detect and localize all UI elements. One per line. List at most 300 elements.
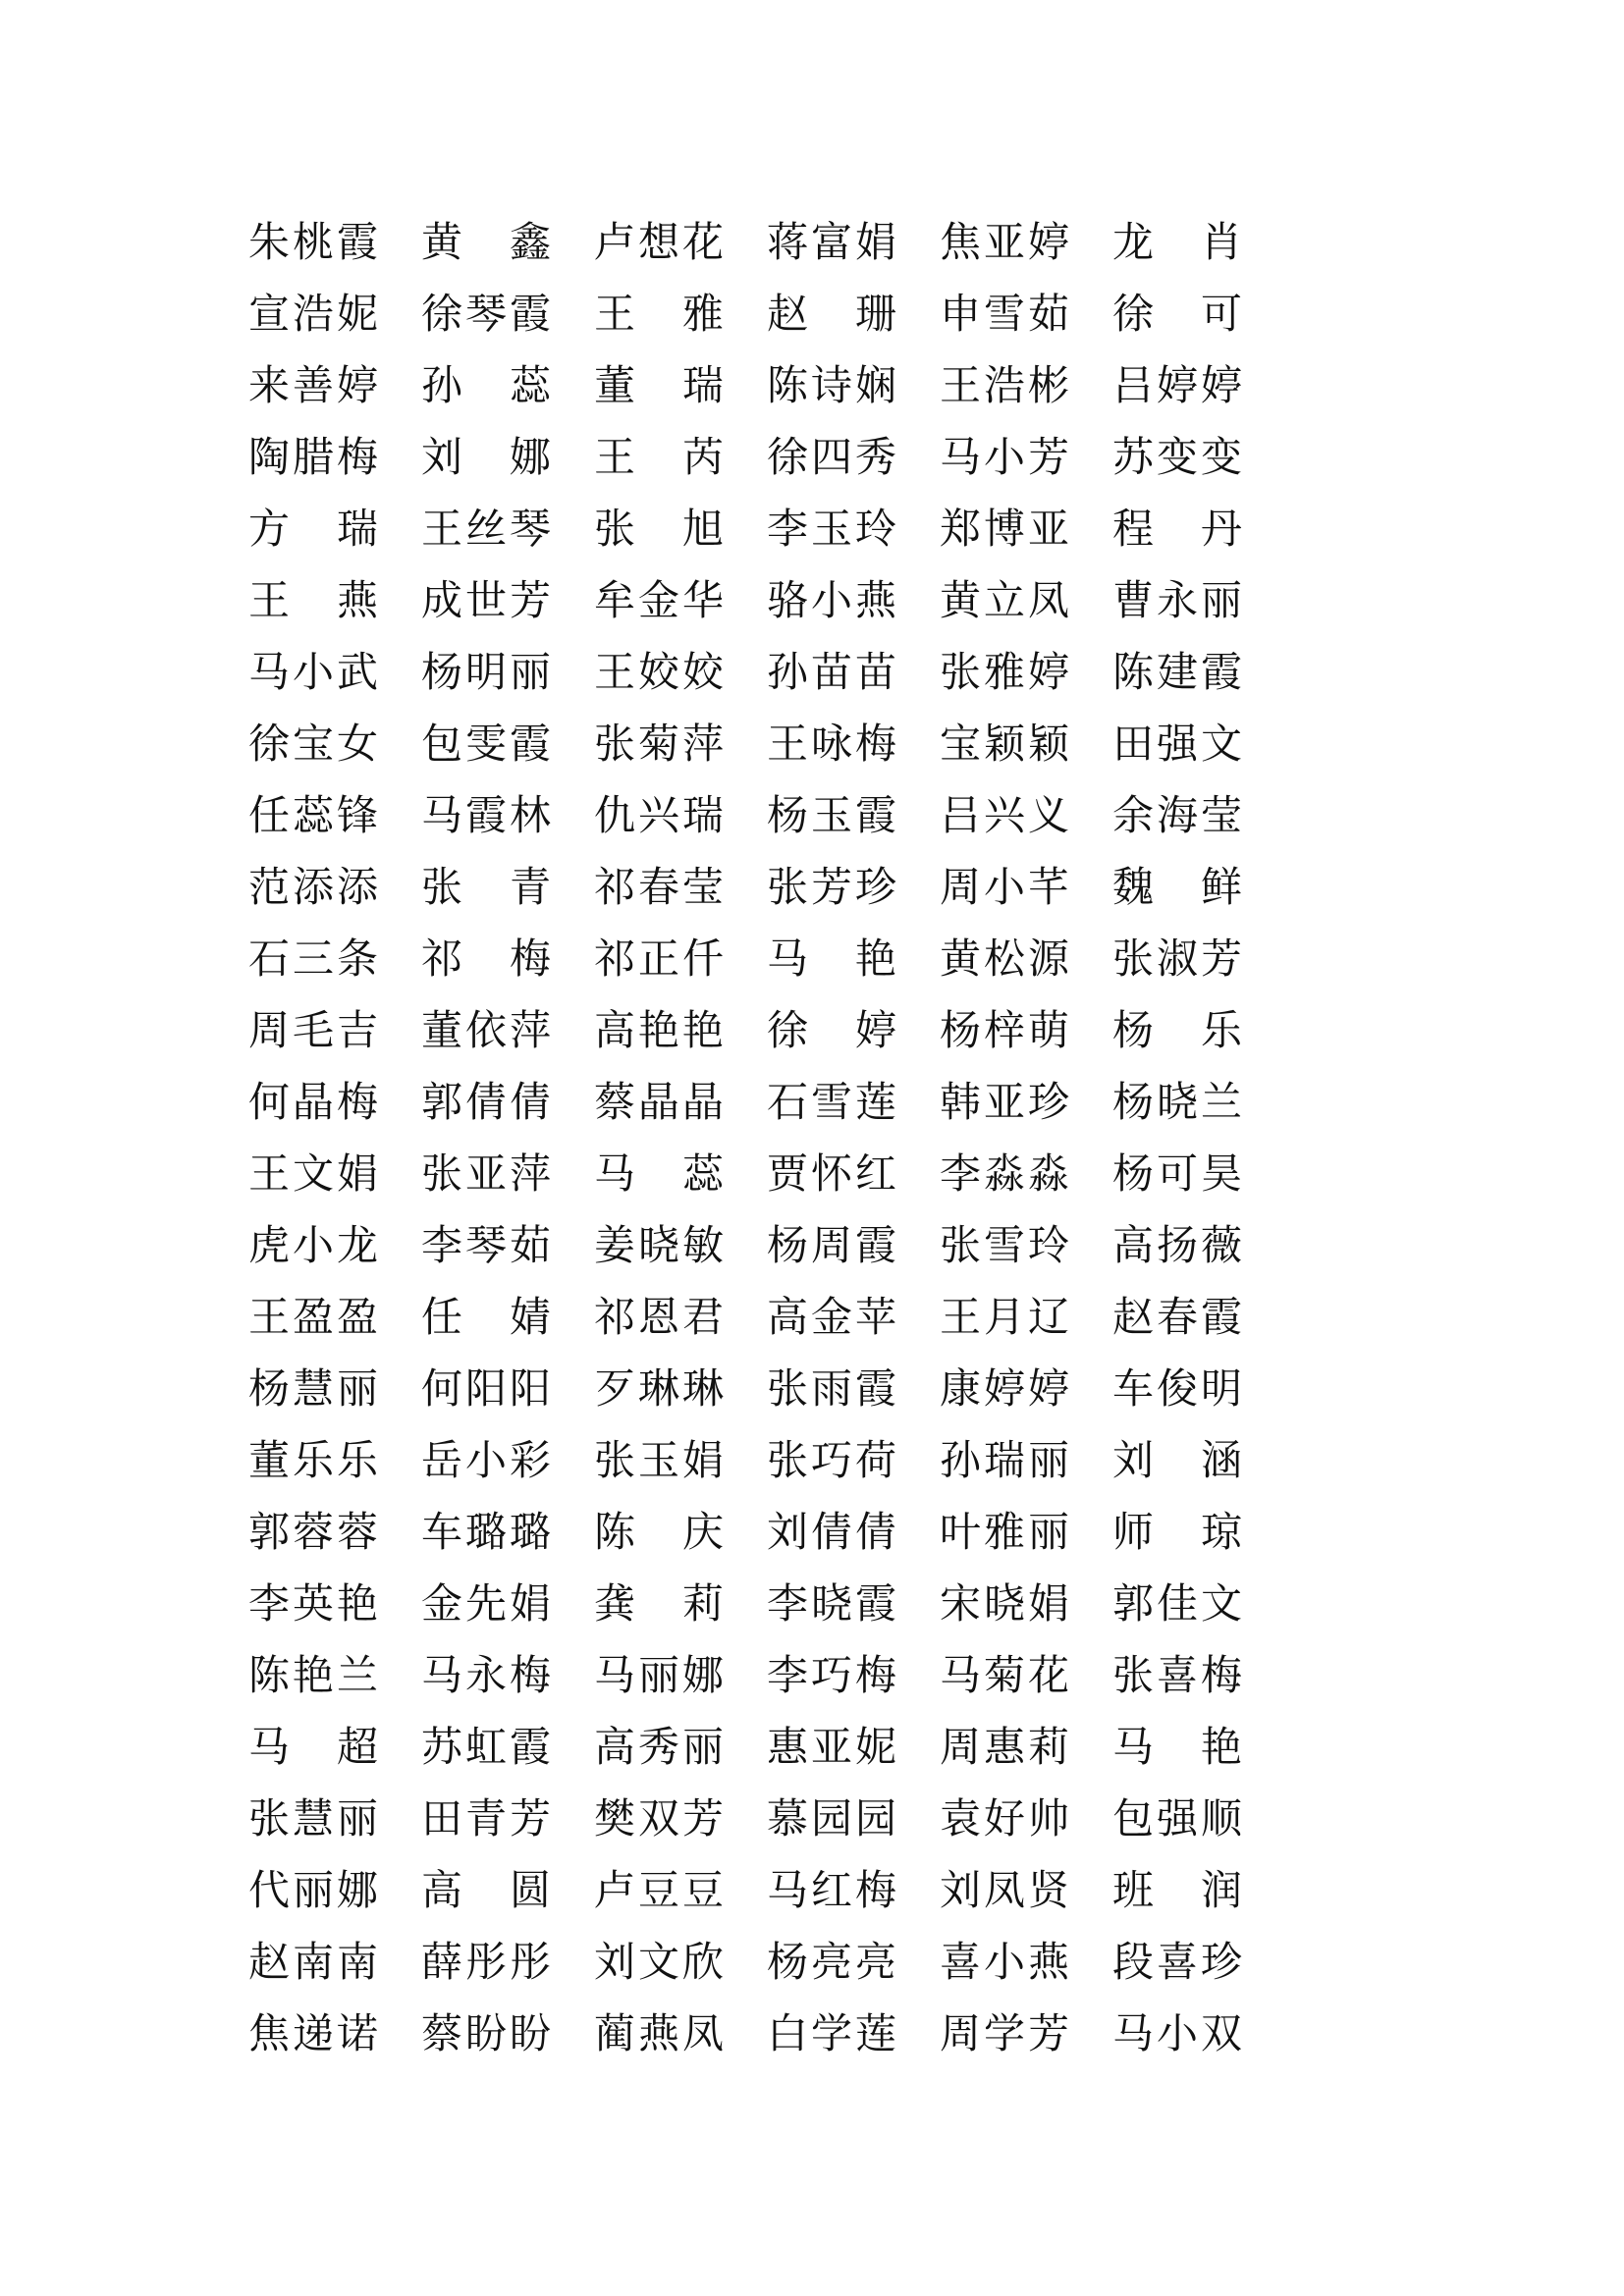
person-name: 余 海 莹 [1112, 790, 1242, 839]
person-name: 薛 彤 彤 [421, 1937, 551, 1986]
name-cell [940, 564, 1069, 636]
name-cell [421, 1209, 551, 1281]
name-cell [594, 1854, 724, 1926]
person-name: 成 世 芳 [421, 575, 551, 624]
name-cell [767, 1568, 896, 1639]
person-name: 王 月 辽 [940, 1292, 1069, 1341]
person-name: 刘 娜 [421, 432, 551, 481]
person-name: 包 雯 霞 [421, 719, 551, 768]
person-name: 张 喜 梅 [1112, 1650, 1242, 1699]
person-name: 周 毛 吉 [248, 1005, 378, 1054]
name-cell [940, 636, 1069, 708]
name-cell [594, 1281, 724, 1353]
name-cell [1112, 779, 1242, 851]
name-cell [940, 1496, 1069, 1568]
person-name: 祁 梅 [421, 934, 551, 983]
person-name: 卢 想 花 [594, 217, 724, 266]
name-cell [1112, 1639, 1242, 1711]
person-name: 岳 小 彩 [421, 1435, 551, 1484]
name-cell [248, 708, 378, 779]
person-name: 师 琼 [1112, 1507, 1242, 1556]
name-cell [421, 923, 551, 994]
name-cell [767, 851, 896, 923]
name-cell [248, 1138, 378, 1209]
person-name: 仇 兴 瑞 [594, 790, 724, 839]
person-name: 龙 肖 [1112, 217, 1242, 266]
name-cell [421, 1998, 551, 2069]
name-cell [940, 1854, 1069, 1926]
name-cell [940, 1424, 1069, 1496]
name-cell [248, 1854, 378, 1926]
name-cell [421, 1926, 551, 1998]
name-cell [940, 349, 1069, 421]
person-name: 车 俊 明 [1112, 1363, 1242, 1413]
person-name: 黄 松 源 [940, 934, 1069, 983]
person-name: 樊 双 芳 [594, 1793, 724, 1842]
name-cell [767, 1424, 896, 1496]
name-cell [767, 1639, 896, 1711]
name-cell [767, 994, 896, 1066]
name-cell [248, 1639, 378, 1711]
name-cell [940, 851, 1069, 923]
name-cell [1112, 1209, 1242, 1281]
name-cell [594, 923, 724, 994]
person-name: 苏 虹 霞 [421, 1722, 551, 1771]
person-name: 黄 鑫 [421, 217, 551, 266]
person-name: 陶 腊 梅 [248, 432, 378, 481]
person-name: 张 旭 [594, 504, 724, 553]
person-name: 郑 博 亚 [940, 504, 1069, 553]
person-name: 任 蕊 锋 [248, 790, 378, 839]
person-name: 卢 豆 豆 [594, 1865, 724, 1914]
person-name: 韩 亚 珍 [940, 1077, 1069, 1126]
name-cell [767, 278, 896, 349]
name-cell [1112, 1281, 1242, 1353]
person-name: 包 强 顺 [1112, 1793, 1242, 1842]
name-cell [421, 708, 551, 779]
name-cell [421, 1783, 551, 1854]
name-cell [594, 851, 724, 923]
person-name: 王 姣 姣 [594, 647, 724, 696]
person-name: 陈 诗 娴 [767, 360, 896, 409]
person-name: 代 丽 娜 [248, 1865, 378, 1914]
name-cell [594, 349, 724, 421]
name-cell [248, 1209, 378, 1281]
name-cell [767, 421, 896, 493]
name-cell [767, 1353, 896, 1424]
name-cell [421, 994, 551, 1066]
person-name: 杨 梓 萌 [940, 1005, 1069, 1054]
name-cell [1112, 851, 1242, 923]
name-cell [940, 1568, 1069, 1639]
name-cell [767, 779, 896, 851]
person-name: 杨 周 霞 [767, 1220, 896, 1269]
person-name: 杨 可 昊 [1112, 1148, 1242, 1198]
person-name: 张 亚 萍 [421, 1148, 551, 1198]
name-cell [248, 779, 378, 851]
person-name: 李 淼 淼 [940, 1148, 1069, 1198]
person-name: 张 慧 丽 [248, 1793, 378, 1842]
person-name: 田 青 芳 [421, 1793, 551, 1842]
name-cell [421, 1424, 551, 1496]
name-cell [248, 1066, 378, 1138]
name-cell [248, 1711, 378, 1783]
name-cell [940, 923, 1069, 994]
name-cell [248, 1926, 378, 1998]
person-name: 高 金 苹 [767, 1292, 896, 1341]
person-name: 张 巧 荷 [767, 1435, 896, 1484]
person-name: 李 玉 玲 [767, 504, 896, 553]
person-name: 马 超 [248, 1722, 378, 1771]
name-cell [940, 1711, 1069, 1783]
person-name: 刘 凤 贤 [940, 1865, 1069, 1914]
person-name: 黄 立 凤 [940, 575, 1069, 624]
name-cell [248, 1281, 378, 1353]
person-name: 金 先 娟 [421, 1578, 551, 1628]
name-cell [940, 278, 1069, 349]
person-name: 高 秀 丽 [594, 1722, 724, 1771]
person-name: 车 璐 璐 [421, 1507, 551, 1556]
name-cell [1112, 1998, 1242, 2069]
name-cell [767, 206, 896, 278]
name-cell [594, 994, 724, 1066]
name-cell [594, 1926, 724, 1998]
person-name: 姜 晓 敏 [594, 1220, 724, 1269]
name-cell [594, 1998, 724, 2069]
person-name: 陈 庆 [594, 1507, 724, 1556]
name-cell [767, 1209, 896, 1281]
name-cell [421, 1711, 551, 1783]
name-cell [1112, 1353, 1242, 1424]
person-name: 方 瑞 [248, 504, 378, 553]
name-cell [421, 1281, 551, 1353]
person-name: 马 艳 [767, 934, 896, 983]
name-cell [940, 421, 1069, 493]
name-cell [1112, 636, 1242, 708]
person-name: 张 淑 芳 [1112, 934, 1242, 983]
person-name: 周 惠 莉 [940, 1722, 1069, 1771]
name-cell [940, 493, 1069, 564]
name-cell [594, 1066, 724, 1138]
name-cell [594, 1783, 724, 1854]
name-cell [767, 349, 896, 421]
name-cell [248, 1568, 378, 1639]
person-name: 贾 怀 红 [767, 1148, 896, 1198]
name-cell [1112, 206, 1242, 278]
person-name: 何 晶 梅 [248, 1077, 378, 1126]
person-name: 歹 琳 琳 [594, 1363, 724, 1413]
person-name: 李 巧 梅 [767, 1650, 896, 1699]
person-name: 马 红 梅 [767, 1865, 896, 1914]
name-cell [421, 1568, 551, 1639]
person-name: 王 丝 琴 [421, 504, 551, 553]
person-name: 龚 莉 [594, 1578, 724, 1628]
name-cell [1112, 1568, 1242, 1639]
name-cell [1112, 923, 1242, 994]
person-name: 康 婷 婷 [940, 1363, 1069, 1413]
person-name: 祁 正 仟 [594, 934, 724, 983]
name-cell [594, 1496, 724, 1568]
person-name: 郭 佳 文 [1112, 1578, 1242, 1628]
person-name: 杨 明 丽 [421, 647, 551, 696]
person-name: 祁 恩 君 [594, 1292, 724, 1341]
person-name: 杨 慧 丽 [248, 1363, 378, 1413]
name-cell [1112, 1854, 1242, 1926]
name-cell [594, 206, 724, 278]
name-cell [594, 1568, 724, 1639]
person-name: 王 雅 [594, 289, 724, 338]
person-name: 高 扬 薇 [1112, 1220, 1242, 1269]
name-cell [248, 564, 378, 636]
name-cell [594, 1711, 724, 1783]
name-cell [767, 1926, 896, 1998]
name-cell [767, 1783, 896, 1854]
name-cell [248, 206, 378, 278]
person-name: 田 强 文 [1112, 719, 1242, 768]
name-cell [594, 1209, 724, 1281]
name-cell [940, 708, 1069, 779]
name-cell [940, 994, 1069, 1066]
person-name: 蔡 盼 盼 [421, 2008, 551, 2057]
name-cell [421, 1138, 551, 1209]
person-name: 苏 变 变 [1112, 432, 1242, 481]
person-name: 张 雅 婷 [940, 647, 1069, 696]
name-cell [421, 206, 551, 278]
name-list-grid [248, 206, 1260, 2069]
name-cell [248, 493, 378, 564]
person-name: 刘 倩 倩 [767, 1507, 896, 1556]
name-cell [1112, 349, 1242, 421]
name-cell [1112, 994, 1242, 1066]
person-name: 祁 春 莹 [594, 862, 724, 911]
person-name: 高 圆 [421, 1865, 551, 1914]
person-name: 马 艳 [1112, 1722, 1242, 1771]
person-name: 何 阳 阳 [421, 1363, 551, 1413]
person-name: 赵 春 霞 [1112, 1292, 1242, 1341]
person-name: 蔺 燕 凤 [594, 2008, 724, 2057]
person-name: 李 晓 霞 [767, 1578, 896, 1628]
name-cell [940, 1353, 1069, 1424]
name-cell [940, 1281, 1069, 1353]
person-name: 赵 珊 [767, 289, 896, 338]
name-cell [1112, 421, 1242, 493]
person-name: 马 小 武 [248, 647, 378, 696]
name-cell [767, 493, 896, 564]
name-cell [594, 636, 724, 708]
person-name: 张 菊 萍 [594, 719, 724, 768]
person-name: 程 丹 [1112, 504, 1242, 553]
name-cell [421, 1854, 551, 1926]
name-cell [248, 1783, 378, 1854]
name-cell [421, 1353, 551, 1424]
name-cell [940, 1926, 1069, 1998]
name-cell [940, 1066, 1069, 1138]
name-cell [1112, 1711, 1242, 1783]
person-name: 赵 南 南 [248, 1937, 378, 1986]
person-name: 段 喜 珍 [1112, 1937, 1242, 1986]
person-name: 喜 小 燕 [940, 1937, 1069, 1986]
person-name: 吕 兴 义 [940, 790, 1069, 839]
person-name: 慕 园 园 [767, 1793, 896, 1842]
person-name: 蒋 富 娟 [767, 217, 896, 266]
person-name: 王 浩 彬 [940, 360, 1069, 409]
person-name: 王 文 娟 [248, 1148, 378, 1198]
person-name: 刘 涵 [1112, 1435, 1242, 1484]
person-name: 骆 小 燕 [767, 575, 896, 624]
name-cell [940, 1138, 1069, 1209]
name-cell [594, 421, 724, 493]
person-name: 叶 雅 丽 [940, 1507, 1069, 1556]
name-cell [1112, 1424, 1242, 1496]
name-cell [248, 994, 378, 1066]
person-name: 杨 晓 兰 [1112, 1077, 1242, 1126]
person-name: 张 青 [421, 862, 551, 911]
person-name: 周 学 芳 [940, 2008, 1069, 2057]
name-cell [594, 1424, 724, 1496]
name-cell [767, 708, 896, 779]
name-cell [248, 1353, 378, 1424]
name-cell [1112, 708, 1242, 779]
name-cell [1112, 1496, 1242, 1568]
name-cell [767, 636, 896, 708]
person-name: 王 燕 [248, 575, 378, 624]
person-name: 董 瑞 [594, 360, 724, 409]
name-cell [421, 779, 551, 851]
name-cell [767, 1281, 896, 1353]
name-cell [594, 493, 724, 564]
person-name: 周 小 芊 [940, 862, 1069, 911]
person-name: 魏 鲜 [1112, 862, 1242, 911]
person-name: 宝 颖 颖 [940, 719, 1069, 768]
name-cell [421, 636, 551, 708]
person-name: 范 添 添 [248, 862, 378, 911]
person-name: 石 三 条 [248, 934, 378, 983]
name-cell [594, 1353, 724, 1424]
person-name: 徐 可 [1112, 289, 1242, 338]
name-cell [594, 564, 724, 636]
name-cell [594, 1138, 724, 1209]
person-name: 焦 亚 婷 [940, 217, 1069, 266]
name-cell [421, 1496, 551, 1568]
person-name: 郭 倩 倩 [421, 1077, 551, 1126]
person-name: 徐 琴 霞 [421, 289, 551, 338]
person-name: 张 雨 霞 [767, 1363, 896, 1413]
person-name: 吕 婷 婷 [1112, 360, 1242, 409]
person-name: 马 蕊 [594, 1148, 724, 1198]
name-cell [940, 779, 1069, 851]
name-cell [421, 349, 551, 421]
person-name: 袁 好 帅 [940, 1793, 1069, 1842]
name-cell [421, 1639, 551, 1711]
person-name: 马 丽 娜 [594, 1650, 724, 1699]
name-cell [1112, 1783, 1242, 1854]
name-cell [248, 1998, 378, 2069]
person-name: 董 依 萍 [421, 1005, 551, 1054]
person-name: 石 雪 莲 [767, 1077, 896, 1126]
person-name: 杨 玉 霞 [767, 790, 896, 839]
person-name: 陈 建 霞 [1112, 647, 1242, 696]
person-name: 王 盈 盈 [248, 1292, 378, 1341]
name-cell [421, 564, 551, 636]
name-cell [767, 923, 896, 994]
name-cell [248, 636, 378, 708]
name-cell [767, 1854, 896, 1926]
person-name: 宣 浩 妮 [248, 289, 378, 338]
name-cell [248, 1496, 378, 1568]
name-cell [248, 923, 378, 994]
name-cell [767, 564, 896, 636]
person-name: 马 永 梅 [421, 1650, 551, 1699]
person-name: 马 菊 花 [940, 1650, 1069, 1699]
person-name: 张 芳 珍 [767, 862, 896, 911]
name-cell [421, 421, 551, 493]
person-name: 徐 宝 女 [248, 719, 378, 768]
person-name: 孙 蕊 [421, 360, 551, 409]
person-name: 徐 婷 [767, 1005, 896, 1054]
name-cell [248, 349, 378, 421]
name-cell [767, 1998, 896, 2069]
name-cell [248, 851, 378, 923]
name-cell [594, 278, 724, 349]
name-cell [421, 278, 551, 349]
person-name: 虎 小 龙 [248, 1220, 378, 1269]
name-cell [248, 1424, 378, 1496]
name-cell [767, 1711, 896, 1783]
name-cell [1112, 564, 1242, 636]
person-name: 班 润 [1112, 1865, 1242, 1914]
person-name: 李 英 艳 [248, 1578, 378, 1628]
name-cell [248, 278, 378, 349]
person-name: 马 霞 林 [421, 790, 551, 839]
person-name: 曹 永 丽 [1112, 575, 1242, 624]
person-name: 马 小 双 [1112, 2008, 1242, 2057]
person-name: 徐 四 秀 [767, 432, 896, 481]
name-cell [940, 1998, 1069, 2069]
person-name: 孙 苗 苗 [767, 647, 896, 696]
name-cell [594, 1639, 724, 1711]
person-name: 杨 亮 亮 [767, 1937, 896, 1986]
person-name: 朱 桃 霞 [248, 217, 378, 266]
name-cell [940, 1639, 1069, 1711]
person-name: 董 乐 乐 [248, 1435, 378, 1484]
person-name: 高 艳 艳 [594, 1005, 724, 1054]
person-name: 牟 金 华 [594, 575, 724, 624]
name-cell [940, 206, 1069, 278]
name-cell [594, 779, 724, 851]
name-cell [421, 851, 551, 923]
name-cell [940, 1783, 1069, 1854]
name-cell [767, 1496, 896, 1568]
person-name: 宋 晓 娟 [940, 1578, 1069, 1628]
name-cell [1112, 493, 1242, 564]
person-name: 王 咏 梅 [767, 719, 896, 768]
name-cell [1112, 1066, 1242, 1138]
person-name: 惠 亚 妮 [767, 1722, 896, 1771]
person-name: 蔡 晶 晶 [594, 1077, 724, 1126]
name-cell [940, 1209, 1069, 1281]
person-name: 任 婧 [421, 1292, 551, 1341]
name-cell [767, 1066, 896, 1138]
person-name: 刘 文 欣 [594, 1937, 724, 1986]
person-name: 马 小 芳 [940, 432, 1069, 481]
person-name: 白 学 莲 [767, 2008, 896, 2057]
person-name: 来 善 婷 [248, 360, 378, 409]
name-cell [767, 1138, 896, 1209]
person-name: 杨 乐 [1112, 1005, 1242, 1054]
person-name: 王 芮 [594, 432, 724, 481]
person-name: 焦 递 诺 [248, 2008, 378, 2057]
name-cell [1112, 278, 1242, 349]
